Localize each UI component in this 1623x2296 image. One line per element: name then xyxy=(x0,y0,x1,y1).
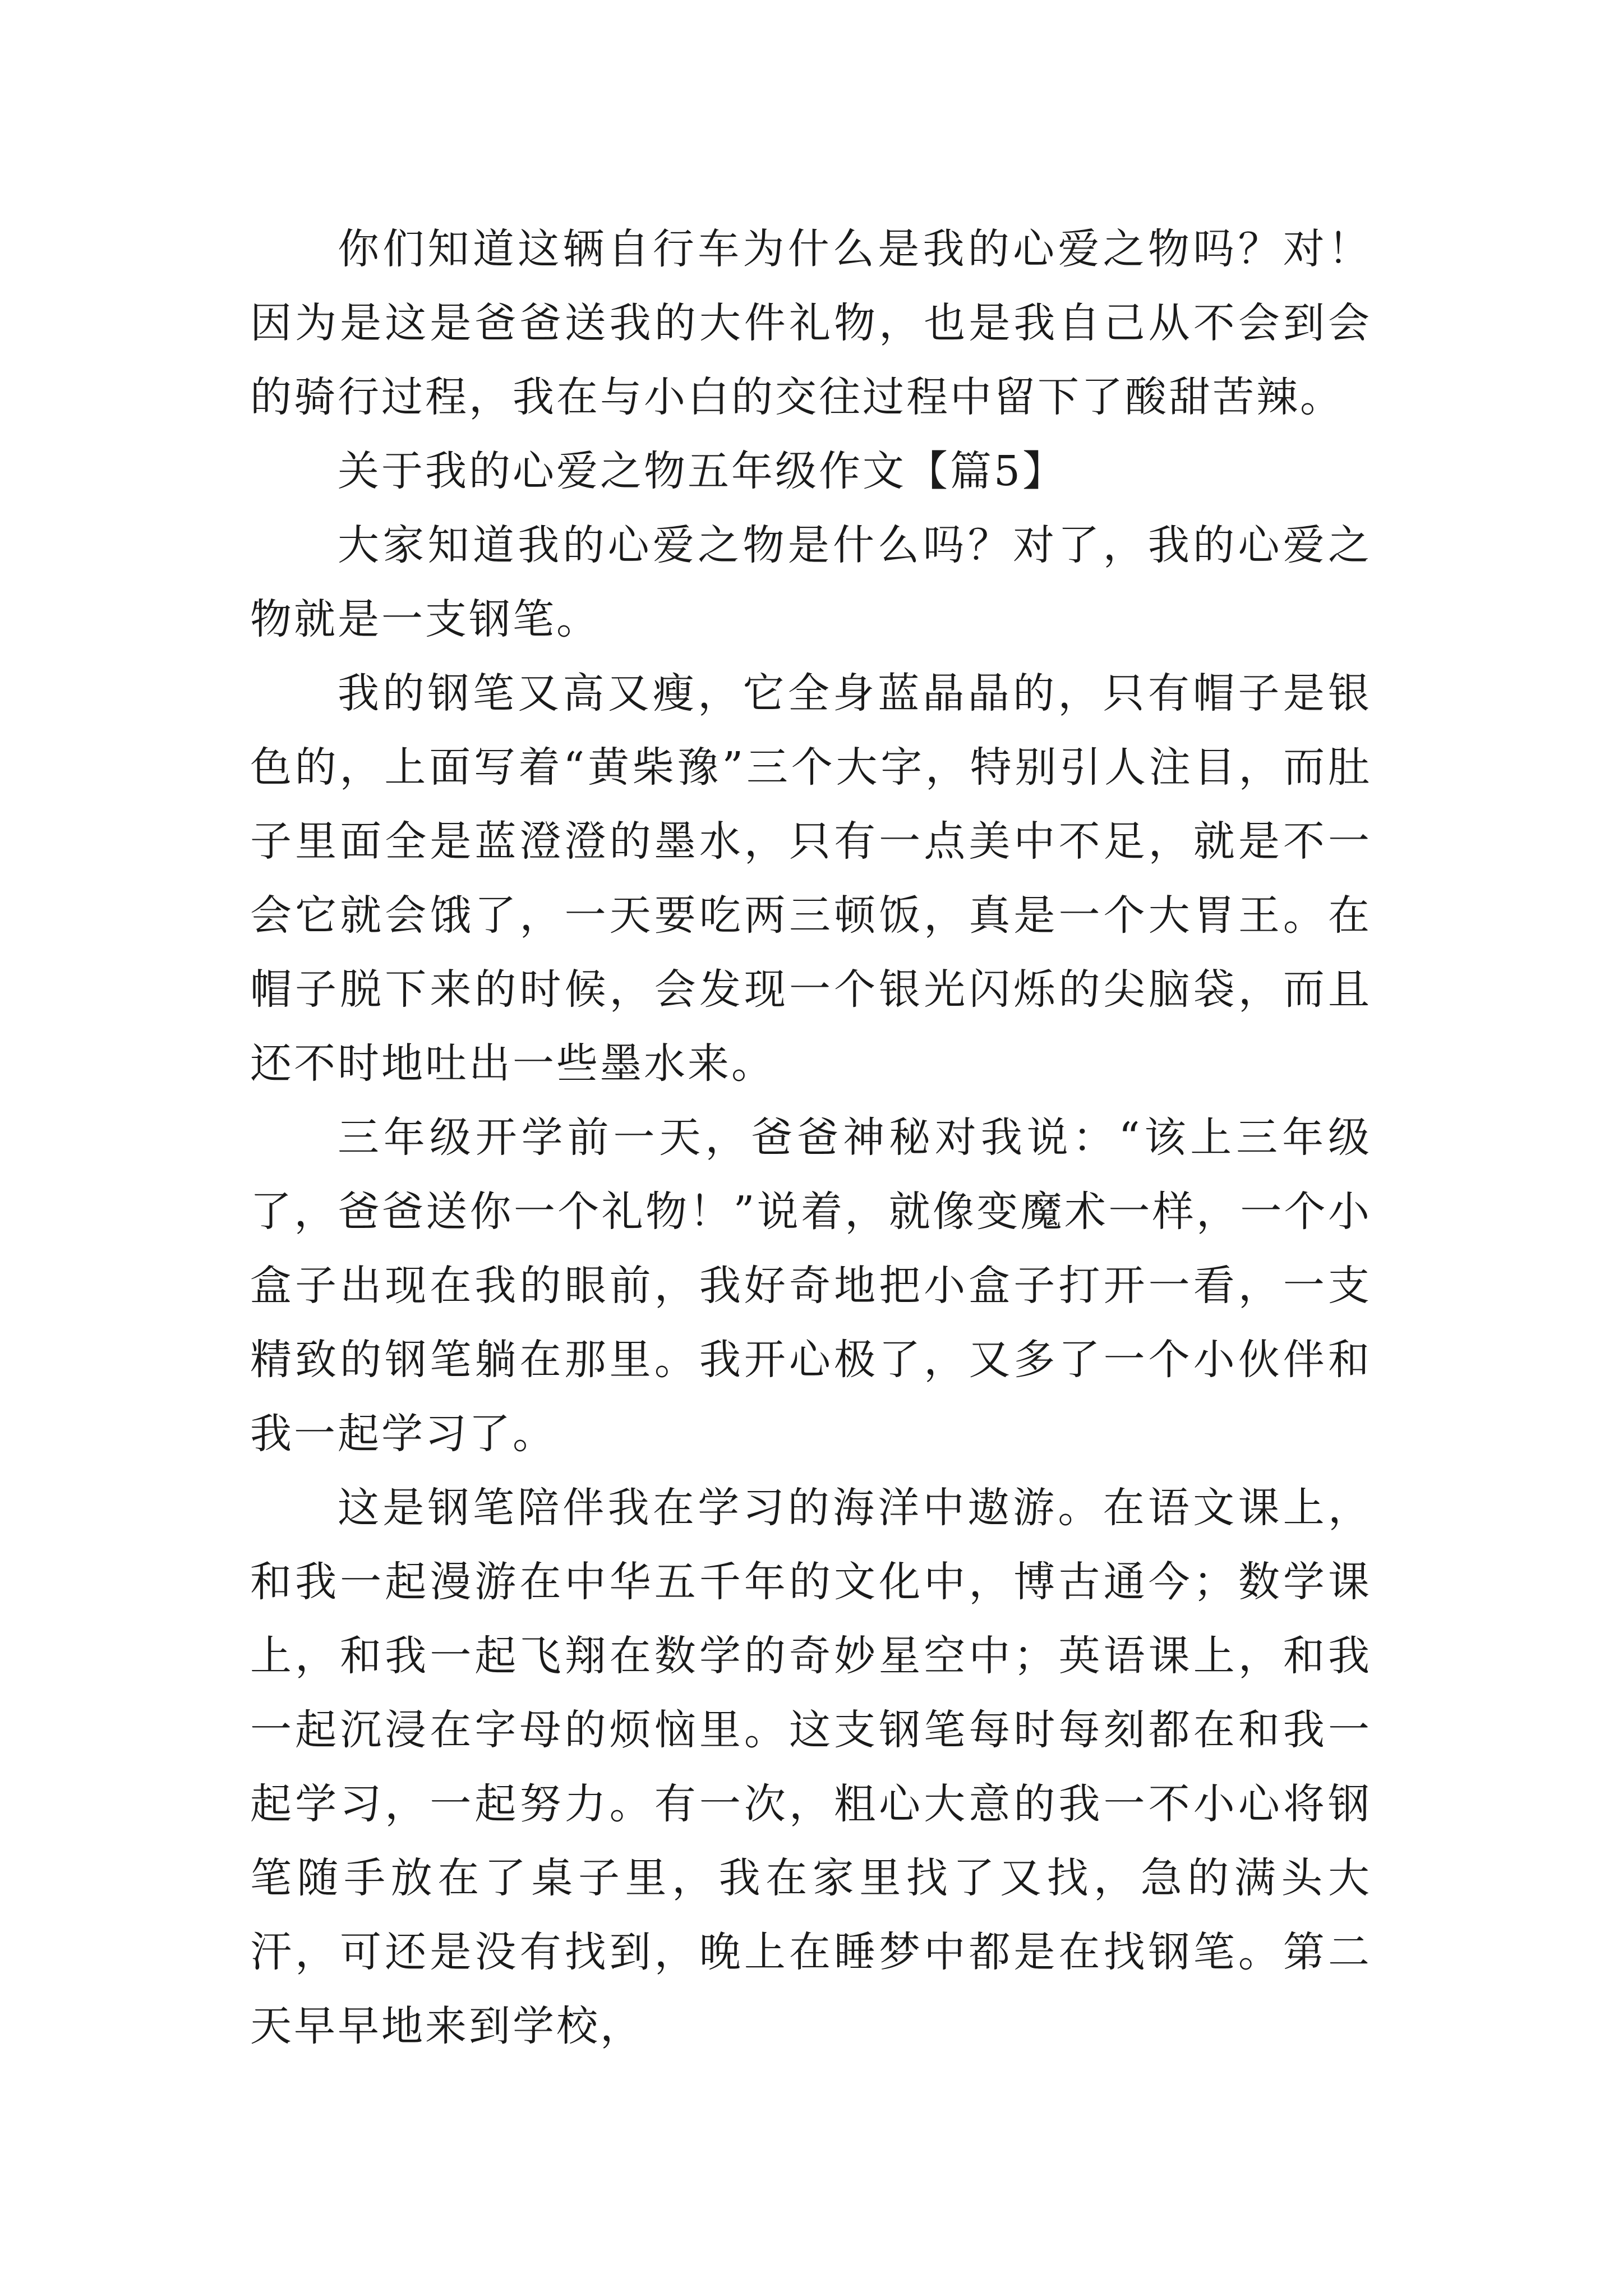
paragraph-intro: 大家知道我的心爱之物是什么吗？对了，我的心爱之物就是一支钢笔。 xyxy=(250,521,1372,643)
document-body xyxy=(250,212,1372,2063)
essay-heading: 关于我的心爱之物五年级作文【篇5】 xyxy=(338,447,1067,495)
paragraph-bicycle-conclusion: 你们知道这辆自行车为什么是我的心爱之物吗？对！因为是这是爸爸送我的大件礼物，也是我自己从不会到会的骑行过程，我在与小白的交往过程中留下了酸甜苦辣。 xyxy=(250,225,1372,421)
paragraph-study: 这是钢笔陪伴我在学习的海洋中遨游。在语文课上，和我一起漫游在中华五千年的文化中，博古通今；数学课上，和我一起飞翔在数学的奇妙星空中；英语课上，和我一起沉浸在字母的烦恼里。这支钢笔每时每刻都在和我一起学习，一起努力。有一次，粗心大意的我一不小心将钢笔随手放在了桌子里，我在家里找了又找，急的满头大汗，可还是没有找到，晚上在睡梦中都是在找钢笔。第二天早早地来到学校， xyxy=(250,1484,1372,2050)
paragraph-pen-description: 我的钢笔又高又瘦，它全身蓝晶晶的，只有帽子是银色的，上面写着“黄柴豫”三个大字，特别引人注目，而肚子里面全是蓝澄澄的墨水，只有一点美中不足，就是不一会它就会饿了，一天要吃两三顿饭，真是一个大胃王。在帽子脱下来的时候，会发现一个银光闪烁的尖脑袋，而且还不时地吐出一些墨水来。 xyxy=(250,669,1372,1088)
paragraph-gift: 三年级开学前一天，爸爸神秘对我说：“该上三年级了，爸爸送你一个礼物！”说着，就像变魔术一样，一个小盒子出现在我的眼前，我好奇地把小盒子打开一看，一支精致的钢笔躺在那里。我开心极了，又多了一个小伙伴和我一起学习了。 xyxy=(250,1114,1372,1458)
